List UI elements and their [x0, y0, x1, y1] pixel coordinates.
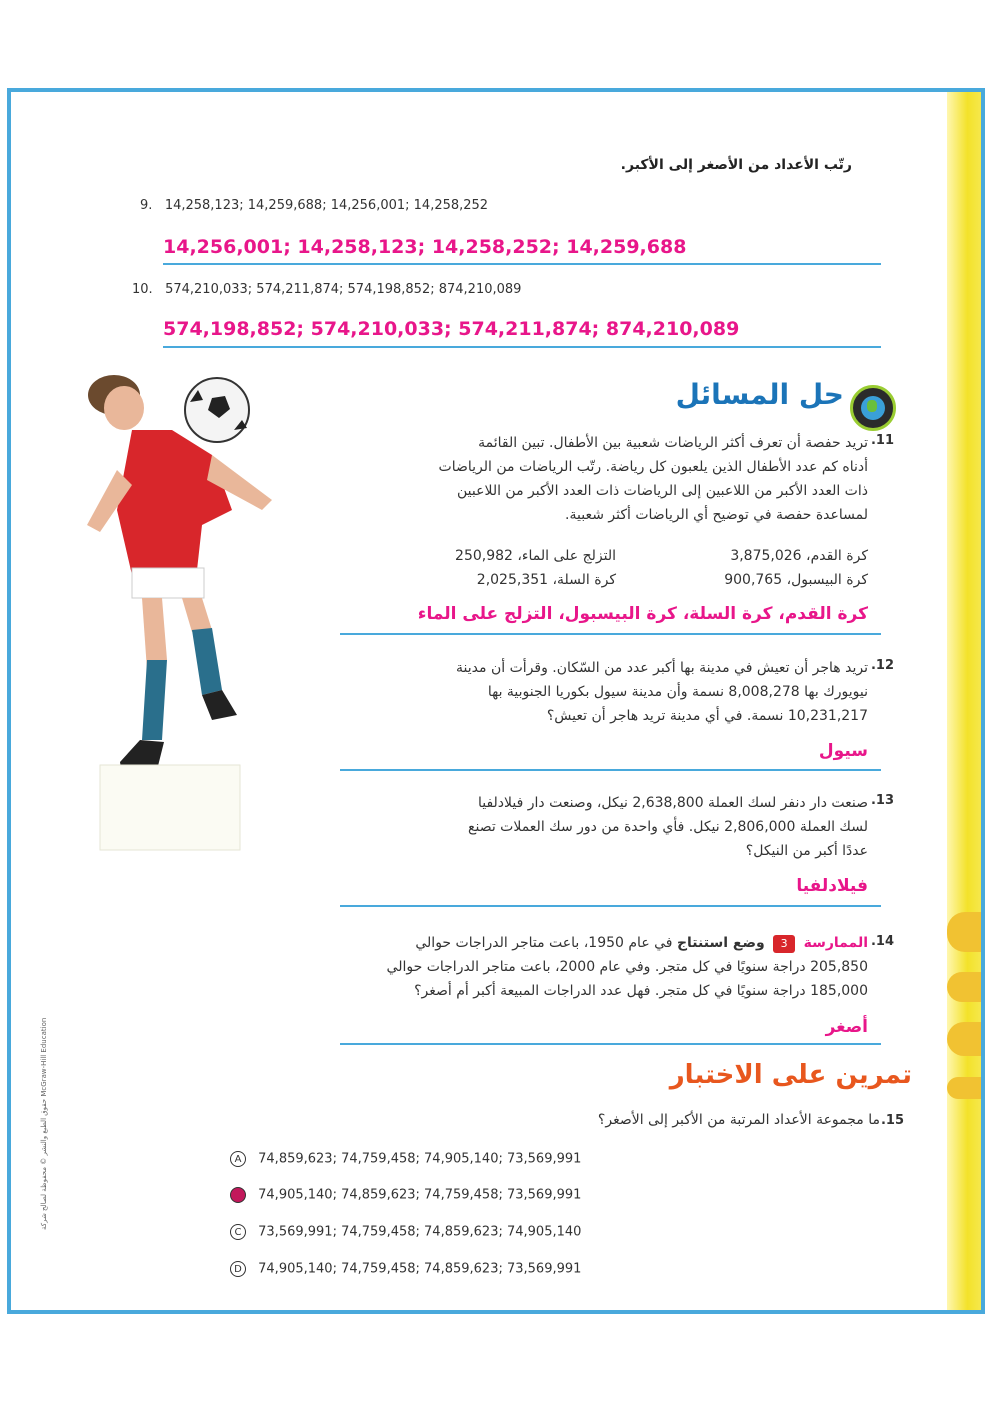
- problem-11-text: [308, 431, 868, 527]
- answer-10: 574,198,852; 574,210,033; 574,211,874; 874,210,089: [163, 318, 740, 340]
- answer-bubble[interactable]: D: [230, 1261, 246, 1277]
- problem-number: 13.: [870, 793, 894, 808]
- test-practice-title: تمرين على الاختبار: [669, 1060, 912, 1090]
- text-line: لسك العملة 2,806,000 نيكل. فأي واحدة من دور سك العملات تصنع: [468, 819, 868, 835]
- text-line: تريد هاجر أن تعيش في مدينة بها أكبر عدد من السّكان. وقرأت أن مدينة: [456, 660, 868, 676]
- text-line: لمساعدة حفصة في توضيح أي الرياضات أكثر شعبية.: [565, 507, 868, 523]
- problem-number: 12.: [870, 658, 894, 673]
- choice-text: 74,905,140; 74,859,623; 74,759,458; 73,569,991: [258, 1187, 582, 1203]
- answer-13: فيلادلفيا: [796, 876, 868, 896]
- choice-a[interactable]: [230, 1151, 581, 1167]
- question-number: 10.: [132, 282, 153, 297]
- answer-9: 14,256,001; 14,258,123; 14,258,252; 14,259,688: [163, 236, 687, 258]
- sport-value: 3,875,026: [730, 548, 802, 564]
- problem-solving-title: حل المسائل: [675, 378, 844, 411]
- sport-name: كرة البيسبول،: [786, 572, 868, 588]
- data-item-baseball: [688, 568, 868, 592]
- test-question: ما مجموعة الأعداد المرتبة من الأكبر إلى الأصغر؟: [597, 1112, 880, 1128]
- choice-text: 74,859,623; 74,759,458; 74,905,140; 73,569,991: [258, 1151, 582, 1167]
- answer-bubble[interactable]: C: [230, 1224, 246, 1240]
- choice-text: 73,569,991; 74,759,458; 74,859,623; 74,905,140: [258, 1224, 582, 1240]
- text-line: 185,000 دراجة سنويًا في كل متجر. فهل عدد الدراجات المبيعة أكبر أم أصغر؟: [414, 983, 868, 999]
- answer-11: كرة القدم، كرة السلة، كرة البيسبول، التزلج على الماء: [417, 604, 868, 624]
- problem-13-text: [308, 791, 868, 863]
- question-prompt: 14,258,123; 14,259,688; 14,256,001; 14,258,252: [164, 198, 489, 213]
- choice-d[interactable]: [230, 1261, 581, 1277]
- choice-b[interactable]: [230, 1187, 581, 1203]
- sport-name: كرة السلة،: [552, 572, 616, 588]
- sport-value: 2,025,351: [476, 572, 549, 588]
- problem-14-text: [268, 931, 868, 1003]
- answer-line: [340, 905, 881, 907]
- text-line: تريد حفصة أن تعرف أكثر الرياضات شعبية بين الأطفال. تبين القائمة: [478, 435, 868, 451]
- copyright-text: حقوق الطبع والنشر © محفوظة لصالح شركة McGraw-Hill Education: [40, 1017, 48, 1230]
- globe-icon: [850, 385, 896, 431]
- answer-line: [340, 1043, 881, 1045]
- text-line: أدناه كم عدد الأطفال الذين يلعبون كل رياضة. رتّب الرياضات من الرياضات: [438, 459, 868, 475]
- question-prompt: 574,210,033; 574,211,874; 574,198,852; 874,210,089: [165, 282, 522, 297]
- question-9: [140, 198, 488, 213]
- data-item-waterski: [416, 544, 616, 568]
- text-line: ذات العدد الأكبر من اللاعبين إلى الرياضات ذات العدد الأكبر من اللاعبين: [457, 483, 868, 499]
- answer-line: [163, 346, 881, 348]
- answer-line: [340, 769, 881, 771]
- data-item-basketball: [416, 568, 616, 592]
- practice-badge-icon: 3: [773, 935, 795, 953]
- conclusion-label: وضع استنتاج: [676, 935, 765, 951]
- problem-number: 11.: [870, 433, 894, 448]
- sport-name: كرة القدم،: [806, 548, 868, 564]
- sport-value: 900,765: [724, 572, 783, 588]
- answer-bubble[interactable]: A: [230, 1151, 246, 1167]
- copyright-sidebar: [40, 900, 54, 1230]
- answer-line: [340, 633, 881, 635]
- practice-label: الممارسة: [803, 935, 868, 951]
- sport-name: التزلج على الماء،: [517, 548, 616, 564]
- question-number: 9.: [140, 198, 153, 213]
- text-span: في عام 1950، باعت متاجر الدراجات حوالي: [415, 935, 673, 951]
- data-item-soccer: [708, 544, 868, 568]
- yellow-margin-strip: [947, 92, 981, 1310]
- choice-c[interactable]: [230, 1224, 581, 1240]
- problem-12-text: [308, 656, 868, 728]
- answer-line: [163, 263, 881, 265]
- problem-number: 15.: [880, 1113, 904, 1128]
- instruction-heading: رتّب الأعداد من الأصغر إلى الأكبر.: [620, 157, 852, 173]
- problem-number: 14.: [870, 934, 894, 949]
- text-line: عددًا أكبر من النيكل؟: [745, 843, 868, 859]
- choice-text: 74,905,140; 74,759,458; 74,859,623; 73,569,991: [258, 1261, 582, 1277]
- text-line: 10,231,217 نسمة. في أي مدينة تريد هاجر أن تعيش؟: [546, 708, 868, 724]
- text-line: 205,850 دراجة سنويًا في كل متجر. وفي عام 2000، باعت متاجر الدراجات حوالي: [386, 959, 868, 975]
- answer-bubble[interactable]: B: [230, 1187, 246, 1203]
- text-line: [268, 931, 868, 955]
- sport-value: 250,982: [455, 548, 513, 564]
- question-10: [132, 282, 521, 297]
- soccer-player-illustration: [62, 360, 302, 860]
- answer-12: سيول: [818, 741, 868, 761]
- text-line: نيويورك بها 8,008,278 نسمة وأن مدينة سيول بكوريا الجنوبية بها: [487, 684, 868, 700]
- text-line: صنعت دار دنفر لسك العملة 2,638,800 نيكل، وصنعت دار فيلادلفيا: [477, 795, 868, 811]
- answer-14: أصغر: [825, 1017, 868, 1037]
